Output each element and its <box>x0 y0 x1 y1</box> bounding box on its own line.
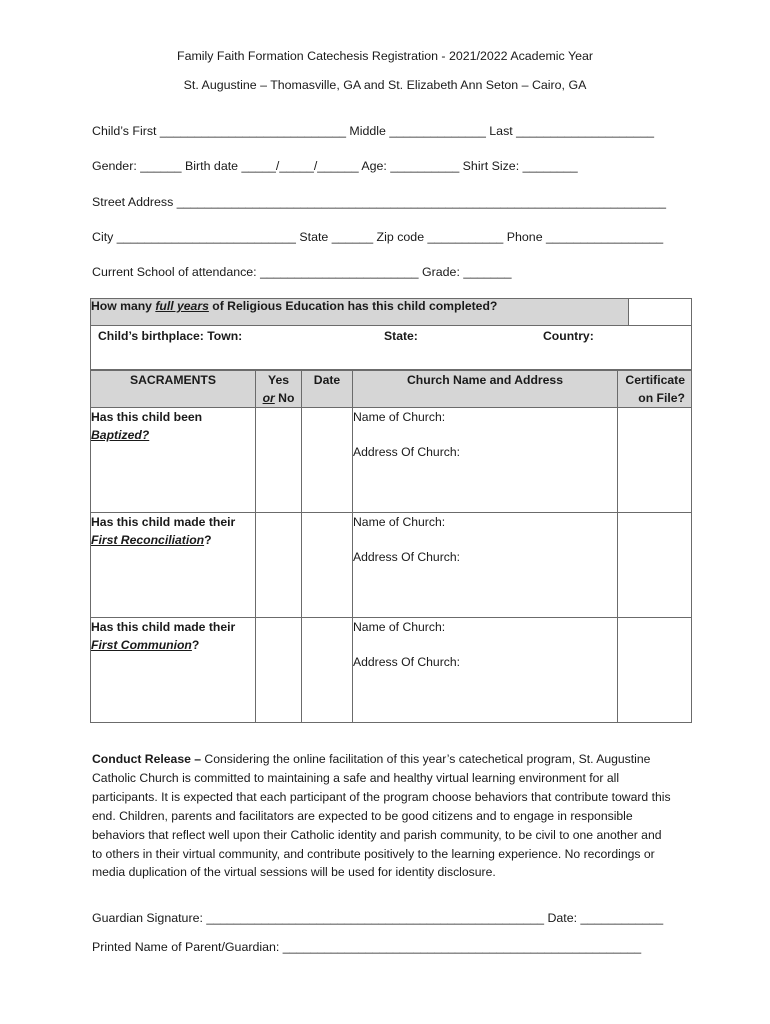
religious-education-table <box>90 298 692 370</box>
communion-yes-no-cell[interactable] <box>256 618 302 723</box>
gender-birthdate-age-field[interactable]: Gender: ______ Birth date _____/_____/______ Age: __________ Shirt Size: ________ <box>92 159 578 173</box>
reconciliation-date-cell[interactable] <box>302 513 353 618</box>
years-answer-cell[interactable] <box>629 299 692 326</box>
conduct-release-paragraph <box>92 750 672 882</box>
communion-certificate-cell[interactable] <box>618 618 692 723</box>
reconciliation-church-cell[interactable]: Name of Church: Address Of Church: <box>353 513 618 618</box>
reconciliation-certificate-cell[interactable] <box>618 513 692 618</box>
birthplace-town-label: Child’s birthplace: Town: <box>98 329 243 343</box>
birthplace-country-label: Country: <box>543 329 594 343</box>
communion-date-cell[interactable] <box>302 618 353 723</box>
conduct-release-body: Considering the online facilitation of this year’s catechetical program, St. Augustine Catholic Church is committed to maintaining a safe and healthy virtual learning environment for all participants. It is expected that each participant of the program choose behaviors that contribute toward this end. Children, parents and facilitators are expected to be good citizens and to engage in responsible behaviors that reflect well upon their Catholic identity and parish community, to be civil to one another and to others in their virtual community, and contribute positively to the learning experience. No recordings or media duplication of the virtual sessions will be used for identity disclosure. <box>92 752 671 880</box>
reconciliation-yes-no-cell[interactable] <box>256 513 302 618</box>
conduct-release-heading: Conduct Release – <box>92 752 202 766</box>
years-question: How many full years of Religious Education has this child completed? <box>91 299 629 326</box>
communion-church-cell[interactable]: Name of Church: Address Of Church: <box>353 618 618 723</box>
printed-name-field[interactable]: Printed Name of Parent/Guardian: ____________________________________________________ <box>92 940 642 954</box>
date-header: Date <box>302 371 353 408</box>
sacraments-header-row <box>91 371 692 408</box>
form-title: Family Faith Formation Catechesis Registration - 2021/2022 Academic Year <box>177 49 593 63</box>
reconciliation-question: Has this child made their First Reconciliation? <box>91 513 256 618</box>
church-header: Church Name and Address <box>353 371 618 408</box>
child-name-field[interactable]: Child’s First ___________________________ Middle ______________ Last ____________________ <box>92 124 654 138</box>
baptism-yes-no-cell[interactable] <box>256 408 302 513</box>
sacraments-header: SACRAMENTS <box>91 371 256 408</box>
table-row <box>91 618 692 723</box>
years-question-emphasis: full years <box>155 299 209 313</box>
sacraments-table <box>90 370 692 723</box>
table-row <box>91 513 692 618</box>
communion-question: Has this child made their First Communion? <box>91 618 256 723</box>
birthplace-state-label: State: <box>384 329 418 343</box>
guardian-signature-field[interactable]: Guardian Signature: _________________________________________________ Date: ____________ <box>92 911 664 925</box>
street-address-field[interactable]: Street Address _______________________________________________________________________ <box>92 195 666 209</box>
yes-no-header: Yes or No <box>256 371 302 408</box>
birthplace-row[interactable] <box>91 326 692 370</box>
certificate-header: Certificate on File? <box>618 371 692 408</box>
baptism-question: Has this child been Baptized? <box>91 408 256 513</box>
baptism-date-cell[interactable] <box>302 408 353 513</box>
city-state-zip-phone-field[interactable]: City __________________________ State ______ Zip code ___________ Phone _________________ <box>92 230 664 244</box>
table-row <box>91 408 692 513</box>
school-grade-field[interactable]: Current School of attendance: _______________________ Grade: _______ <box>92 265 512 279</box>
parish-subtitle: St. Augustine – Thomasville, GA and St. Elizabeth Ann Seton – Cairo, GA <box>183 78 587 92</box>
baptism-certificate-cell[interactable] <box>618 408 692 513</box>
baptism-church-cell[interactable]: Name of Church: Address Of Church: <box>353 408 618 513</box>
